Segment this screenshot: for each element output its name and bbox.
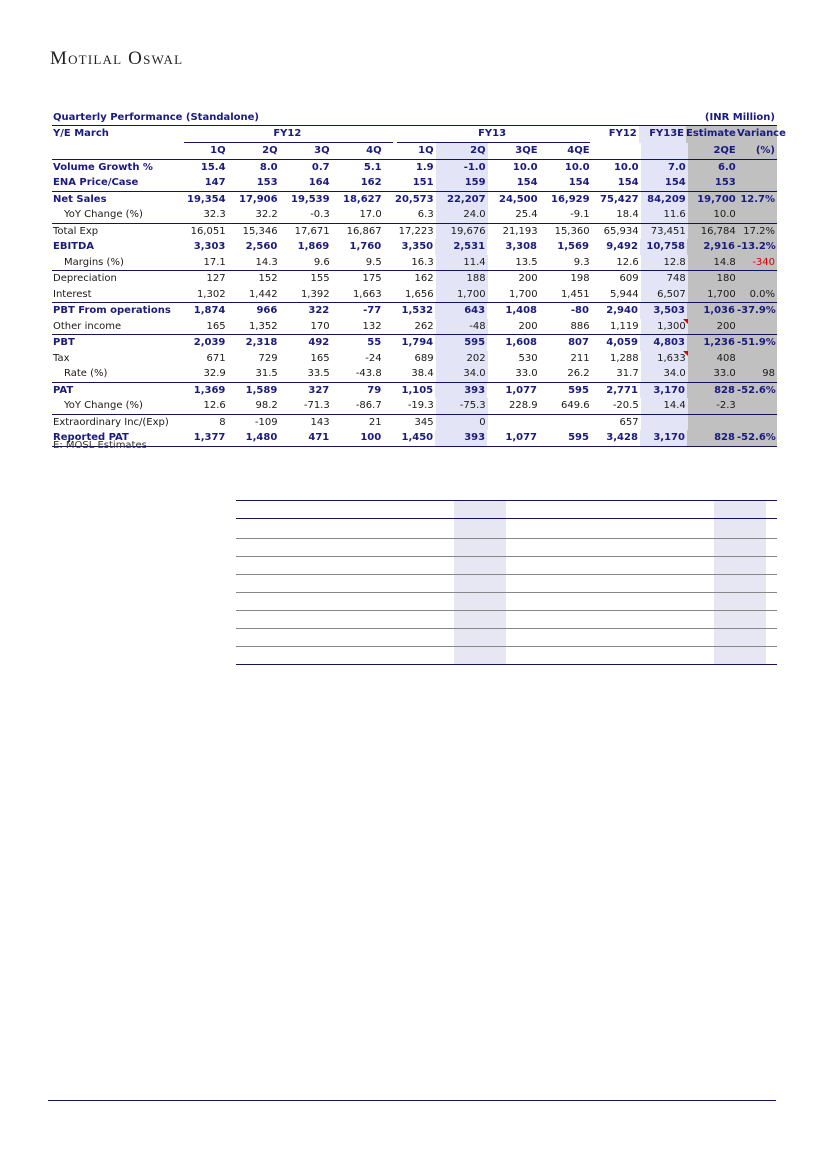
sub-header-cell: 2Q	[436, 143, 488, 159]
value-cell: 345	[414, 416, 434, 428]
value-cell: 0.0%	[738, 287, 777, 303]
value-cell: 84,209	[641, 192, 688, 208]
empty-table-row-rule	[236, 538, 777, 539]
value-cell: 3,170	[640, 383, 687, 399]
table-row	[52, 287, 777, 304]
fy13-header	[397, 126, 590, 143]
value-cell: -80	[570, 305, 589, 316]
value-cell: 154	[568, 177, 590, 188]
fy12-header: FY12	[184, 126, 393, 143]
sub-header-cell: 2Q	[262, 145, 278, 156]
value-cell: 19,700	[688, 192, 738, 208]
value-cell: -43.8	[355, 368, 382, 379]
value-cell	[738, 415, 777, 431]
value-cell: 79	[367, 384, 382, 396]
value-cell: 153	[256, 177, 278, 188]
value-cell: 11.6	[641, 207, 688, 223]
value-cell: 1,077	[505, 432, 537, 443]
value-cell: 1,288	[610, 352, 639, 364]
value-cell: 19,676	[436, 224, 488, 240]
value-cell: -20.5	[612, 400, 639, 411]
value-cell: 1,036	[687, 303, 737, 319]
value-cell: -37.9%	[737, 303, 777, 319]
value-cell: 19,354	[186, 193, 226, 205]
value-cell: 7.0	[641, 160, 688, 176]
value-cell: 98	[738, 366, 777, 382]
value-cell: -52.6%	[737, 383, 777, 399]
value-cell: -71.3	[303, 400, 330, 411]
value-cell: 643	[435, 303, 487, 319]
sub-header-label	[52, 143, 176, 159]
row-label: Total Exp	[53, 225, 99, 237]
value-cell: 165	[206, 320, 226, 332]
value-cell: 143	[310, 416, 330, 428]
value-cell: 1,700	[436, 287, 488, 303]
value-cell: 200	[518, 273, 538, 284]
value-cell: 188	[436, 271, 488, 287]
value-cell: 10.0	[688, 207, 738, 223]
value-cell	[738, 319, 777, 335]
row-label: Depreciation	[53, 273, 117, 284]
value-cell: 21,193	[502, 225, 538, 237]
value-cell: 3,308	[505, 241, 537, 252]
group-header-row	[52, 125, 786, 143]
value-cell: 14.3	[255, 256, 278, 268]
value-cell: 595	[568, 432, 589, 443]
value-cell: 10.0	[613, 161, 639, 173]
row-label: Tax	[53, 352, 70, 364]
value-cell: 6.3	[417, 209, 434, 220]
value-cell: -1.0	[436, 160, 488, 176]
empty-table-header-rule	[236, 518, 777, 519]
value-cell: 31.5	[255, 368, 278, 379]
value-cell: 0	[436, 415, 488, 431]
value-cell: 1,663	[352, 288, 382, 300]
value-cell: 1,450	[401, 432, 434, 443]
table-row	[52, 319, 777, 336]
value-cell: 21	[368, 416, 382, 428]
value-cell: 154	[641, 175, 688, 191]
value-cell: 1,369	[193, 384, 226, 396]
value-cell: 327	[308, 384, 330, 396]
value-cell: 38.4	[411, 368, 434, 379]
value-cell: 1,302	[196, 288, 226, 300]
value-cell: 12.8	[641, 255, 688, 271]
value-cell: 34.0	[436, 366, 488, 382]
value-cell: 1,656	[404, 288, 434, 300]
value-cell: 33.0	[688, 366, 738, 382]
value-cell: 17.2%	[738, 224, 777, 240]
value-cell	[641, 415, 688, 431]
value-cell: 3,350	[401, 241, 434, 252]
value-cell: 14.4	[641, 398, 688, 414]
row-label: YoY Change (%)	[64, 400, 143, 411]
value-cell: 689	[414, 352, 434, 364]
value-cell: 0.7	[311, 161, 330, 173]
value-cell: 55	[367, 337, 382, 348]
empty-table-row-rule	[236, 610, 777, 611]
table-unit: (INR Million)	[704, 112, 775, 123]
value-cell	[738, 160, 777, 176]
sub-header-cell: 1Q	[210, 145, 226, 156]
value-cell: 1,700	[688, 287, 738, 303]
value-cell: 1,480	[245, 432, 278, 443]
value-cell: 1,760	[349, 241, 382, 252]
row-label: PAT	[53, 384, 74, 396]
value-cell: 1,451	[560, 288, 590, 300]
table-row	[52, 366, 777, 383]
table-row	[52, 303, 777, 319]
row-label: Interest	[53, 288, 92, 300]
value-cell: 15.4	[200, 161, 226, 173]
value-cell: 32.2	[255, 209, 278, 220]
table-title: Quarterly Performance (Standalone)	[53, 112, 259, 123]
value-cell	[738, 207, 777, 223]
sub-header-cell: (%)	[738, 143, 777, 159]
variance-header: Variance	[737, 126, 777, 143]
value-cell: 1,794	[401, 337, 434, 348]
value-cell: 162	[360, 177, 382, 188]
value-cell: 6.0	[688, 160, 738, 176]
value-cell: 4,059	[606, 337, 638, 348]
value-cell	[688, 415, 738, 431]
value-cell: 1,392	[300, 288, 330, 300]
value-cell: -13.2%	[737, 239, 777, 255]
value-cell: 100	[360, 432, 382, 443]
value-cell: 6,507	[641, 287, 688, 303]
sub-header-cell	[641, 143, 688, 159]
value-cell: 200	[518, 320, 538, 332]
value-cell: 152	[258, 273, 278, 284]
value-cell: 170	[310, 320, 330, 332]
value-cell: 151	[412, 177, 434, 188]
value-cell: 33.0	[515, 368, 538, 379]
value-cell: 1,119	[610, 320, 639, 332]
value-cell: 159	[436, 175, 488, 191]
value-cell: 2,531	[435, 239, 487, 255]
value-cell: 609	[619, 273, 639, 284]
table-row	[52, 255, 777, 272]
value-cell: 3,428	[606, 432, 638, 443]
value-cell: 162	[414, 273, 434, 284]
value-cell: 595	[568, 384, 589, 396]
value-cell: 1,700	[508, 288, 538, 300]
quarterly-performance-table	[52, 110, 786, 447]
sub-header-cell: 1Q	[418, 145, 434, 156]
value-cell: 2,039	[193, 337, 226, 348]
value-cell: 729	[258, 352, 278, 364]
value-cell: 65,934	[603, 225, 639, 237]
value-cell: 8.0	[259, 161, 278, 173]
value-cell: 492	[308, 337, 330, 348]
sub-header-cell: 4Q	[366, 145, 382, 156]
value-cell: 1.9	[415, 161, 434, 173]
value-cell: 1,408	[505, 305, 537, 316]
table-row	[52, 175, 777, 192]
value-cell: 657	[619, 416, 639, 428]
value-cell: 9.5	[365, 256, 382, 268]
table-title-row	[52, 110, 777, 125]
value-cell: 1,442	[248, 288, 278, 300]
value-cell: 1,105	[401, 384, 434, 396]
sub-header-cell: 4QE	[567, 145, 590, 156]
value-cell: 807	[568, 337, 589, 348]
fy13-header-label: FY13	[478, 128, 507, 139]
table-row	[52, 415, 777, 431]
table-row	[52, 351, 777, 367]
value-cell: -48	[436, 319, 488, 335]
value-cell: 1,377	[193, 432, 226, 443]
row-label: Net Sales	[53, 193, 107, 205]
value-cell: 31.7	[616, 368, 639, 379]
value-cell: 530	[518, 352, 538, 364]
value-cell: 1,608	[505, 337, 537, 348]
estimates-note: E: MOSL Estimates	[53, 440, 147, 451]
value-cell: 3,303	[193, 241, 226, 252]
value-cell: 132	[362, 320, 382, 332]
value-cell: 73,451	[641, 224, 688, 240]
value-cell: 16,867	[346, 225, 382, 237]
table-row	[52, 335, 777, 351]
value-cell: 22,207	[436, 192, 488, 208]
value-cell: -52.6%	[737, 430, 777, 446]
value-cell: 154	[516, 177, 538, 188]
table-row	[52, 192, 777, 208]
value-cell: 24.0	[436, 207, 488, 223]
empty-table-top-rule	[236, 500, 777, 501]
value-cell: 16,929	[550, 193, 590, 205]
value-cell: 16,784	[688, 224, 738, 240]
value-cell: 14.8	[688, 255, 738, 271]
value-cell	[738, 271, 777, 287]
value-cell: 1,236	[687, 335, 737, 351]
value-cell: 1,300	[641, 319, 688, 335]
value-cell: -75.3	[436, 398, 488, 414]
sub-header-cell	[592, 143, 641, 159]
value-cell: 8	[219, 416, 226, 428]
value-cell: 75,427	[600, 193, 639, 205]
value-cell: 12.6	[616, 256, 639, 268]
empty-table-row-rule	[236, 628, 777, 629]
row-label: Extraordinary Inc/(Exp)	[53, 416, 169, 428]
footer-rule	[48, 1100, 776, 1101]
empty-table-row-rule	[236, 592, 777, 593]
fy12-full-header: FY12	[608, 128, 637, 139]
value-cell: 34.0	[641, 366, 688, 382]
value-cell: 18.4	[616, 209, 639, 220]
table-row	[52, 239, 777, 255]
row-label: Rate (%)	[64, 368, 108, 379]
value-cell: 966	[256, 305, 278, 316]
value-cell: 198	[570, 273, 590, 284]
value-cell: 886	[570, 320, 590, 332]
row-label: Volume Growth %	[53, 161, 153, 173]
value-cell: 393	[435, 430, 487, 446]
value-cell: 18,627	[342, 193, 382, 205]
empty-table-highlight-column	[454, 500, 506, 665]
value-cell: 164	[308, 177, 330, 188]
empty-table-highlight-column	[714, 500, 766, 665]
value-cell: 10.0	[564, 161, 590, 173]
value-cell: 180	[688, 271, 738, 287]
value-cell: 17.1	[203, 256, 226, 268]
brand-logo: Motilal Oswal	[50, 48, 184, 69]
table-row	[52, 383, 777, 399]
value-cell: 2,318	[245, 337, 278, 348]
value-cell: 2,560	[245, 241, 278, 252]
value-cell: 19,539	[290, 193, 330, 205]
value-cell: 98.2	[255, 400, 278, 411]
value-cell: 17.0	[359, 209, 382, 220]
value-cell: 17,906	[238, 193, 278, 205]
value-cell: 32.3	[203, 209, 226, 220]
value-cell: 155	[310, 273, 330, 284]
value-cell: -51.9%	[737, 335, 777, 351]
value-cell: 16,051	[190, 225, 226, 237]
value-cell: 322	[308, 305, 330, 316]
table-row	[52, 160, 777, 176]
row-label: Margins (%)	[64, 256, 124, 268]
value-cell: 3,170	[640, 430, 687, 446]
value-cell: 16.3	[411, 256, 434, 268]
value-cell: 828	[687, 383, 737, 399]
value-cell: 748	[641, 271, 688, 287]
value-cell: 15,346	[242, 225, 278, 237]
sub-header-row	[52, 143, 777, 160]
value-cell: -2.3	[688, 398, 738, 414]
value-cell: 20,573	[394, 193, 434, 205]
value-cell: 10.0	[512, 161, 538, 173]
value-cell: 471	[308, 432, 330, 443]
value-cell: 147	[204, 177, 226, 188]
value-cell: 228.9	[509, 400, 538, 411]
value-cell: 11.4	[436, 255, 488, 271]
value-cell: 1,874	[193, 305, 226, 316]
value-cell: -19.3	[407, 400, 434, 411]
value-cell: 9.3	[573, 256, 590, 268]
row-label: ENA Price/Case	[53, 177, 139, 188]
value-cell	[488, 415, 540, 431]
row-label: Other income	[53, 320, 122, 332]
value-cell: 25.4	[515, 209, 538, 220]
sub-header-cell: 3QE	[515, 145, 538, 156]
value-cell: 127	[206, 273, 226, 284]
value-cell	[738, 175, 777, 191]
table-row	[52, 398, 777, 415]
value-cell: 15,360	[554, 225, 590, 237]
table-row	[52, 430, 777, 447]
table-row	[52, 271, 777, 287]
value-cell: 26.2	[567, 368, 590, 379]
value-cell: 262	[414, 320, 434, 332]
empty-table-bottom-rule	[236, 664, 777, 665]
table-row	[52, 224, 777, 240]
value-cell: 1,589	[245, 384, 278, 396]
empty-table-row-rule	[236, 556, 777, 557]
row-label: YoY Change (%)	[64, 209, 143, 220]
value-cell: 828	[687, 430, 737, 446]
value-cell: 1,569	[557, 241, 589, 252]
value-cell: -24	[365, 352, 382, 364]
value-cell: 32.9	[203, 368, 226, 379]
value-cell: 595	[435, 335, 487, 351]
row-label: PBT From operations	[53, 305, 171, 316]
value-cell: 24,500	[498, 193, 538, 205]
empty-table	[236, 500, 777, 665]
value-cell: 33.5	[307, 368, 330, 379]
value-cell	[540, 415, 592, 431]
value-cell: 9,492	[606, 241, 638, 252]
value-cell: 10,758	[640, 239, 687, 255]
value-cell: 200	[688, 319, 738, 335]
estimate-header: Estimate	[686, 126, 737, 143]
value-cell: 2,771	[606, 384, 638, 396]
sub-header-cell: 3Q	[314, 145, 330, 156]
value-cell: 408	[688, 351, 738, 367]
value-cell: 175	[362, 273, 382, 284]
value-cell: 17,671	[294, 225, 330, 237]
row-label: PBT	[53, 337, 75, 348]
value-cell: 1,869	[297, 241, 330, 252]
value-cell: 17,223	[398, 225, 434, 237]
value-cell: 1,352	[248, 320, 278, 332]
value-cell: -340	[738, 255, 777, 271]
value-cell: 165	[310, 352, 330, 364]
empty-table-row-rule	[236, 574, 777, 575]
value-cell	[738, 398, 777, 414]
value-cell: 12.6	[203, 400, 226, 411]
value-cell: 5.1	[363, 161, 382, 173]
value-cell: 9.6	[313, 256, 330, 268]
value-cell: -77	[363, 305, 382, 316]
sub-header-cell: 2QE	[688, 143, 738, 159]
value-cell: 5,944	[610, 288, 639, 300]
empty-table-row-rule	[236, 646, 777, 647]
value-cell: -9.1	[570, 209, 590, 220]
table-body	[52, 160, 777, 447]
value-cell: 1,077	[505, 384, 537, 396]
value-cell: 211	[570, 352, 590, 364]
value-cell: 3,503	[640, 303, 687, 319]
value-cell: 12.7%	[738, 192, 777, 208]
value-cell: 154	[617, 177, 639, 188]
value-cell: -86.7	[355, 400, 382, 411]
value-cell	[738, 351, 777, 367]
value-cell: 2,940	[606, 305, 638, 316]
value-cell: 2,916	[687, 239, 737, 255]
value-cell: -109	[254, 416, 278, 428]
ye-label: Y/E March	[53, 128, 109, 139]
row-label: EBITDA	[53, 241, 95, 252]
value-cell: 4,803	[640, 335, 687, 351]
table-row	[52, 207, 777, 224]
value-cell: 153	[688, 175, 738, 191]
value-cell: 393	[435, 383, 487, 399]
row-label: Reported PAT	[53, 432, 129, 443]
value-cell: 1,633	[641, 351, 688, 367]
value-cell: -0.3	[310, 209, 330, 220]
value-cell: 202	[436, 351, 488, 367]
fy13e-header: FY13E	[639, 126, 686, 143]
value-cell: 13.5	[515, 256, 538, 268]
value-cell: 671	[206, 352, 226, 364]
value-cell: 649.6	[561, 400, 590, 411]
value-cell: 1,532	[401, 305, 434, 316]
